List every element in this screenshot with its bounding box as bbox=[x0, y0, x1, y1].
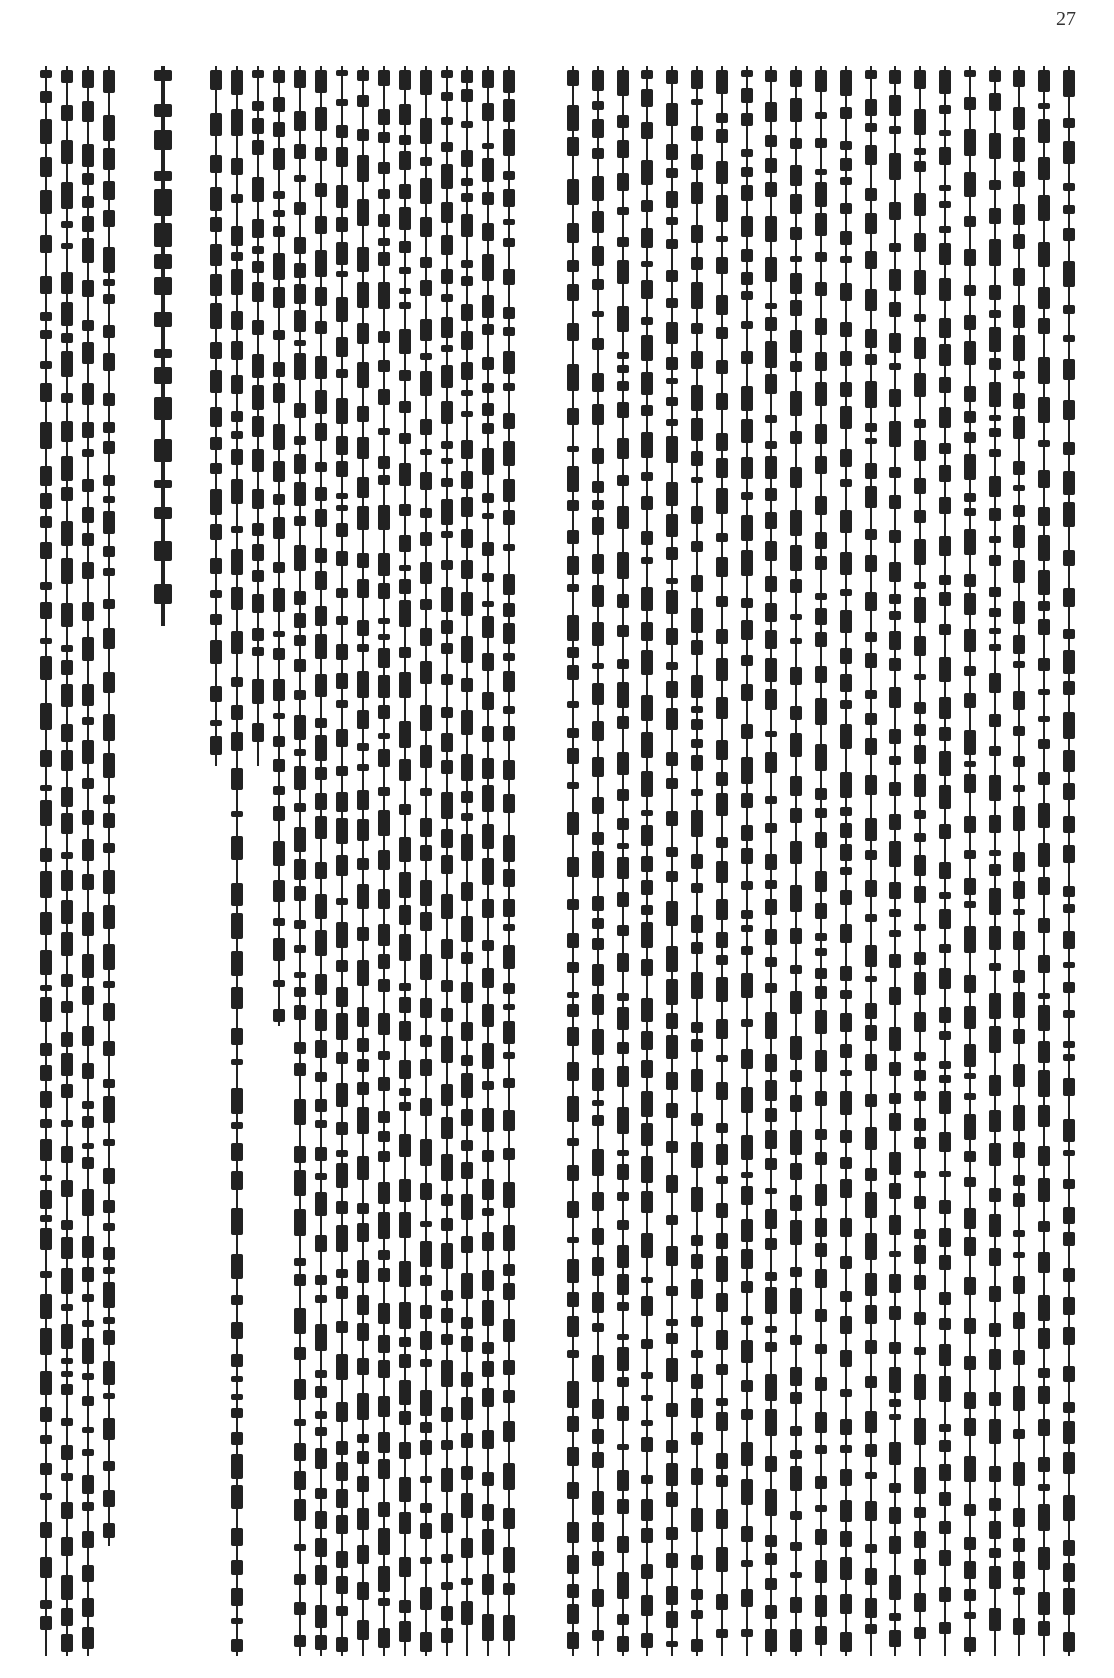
left-text-block bbox=[36, 66, 520, 1666]
text-line bbox=[36, 66, 57, 1666]
text-line bbox=[499, 66, 520, 1666]
text-line bbox=[373, 66, 394, 1666]
text-line bbox=[959, 66, 981, 1666]
text-line bbox=[636, 66, 658, 1666]
text-line bbox=[1033, 66, 1055, 1666]
section-heading-line bbox=[148, 66, 177, 1666]
text-line bbox=[310, 66, 331, 1666]
text-line bbox=[247, 66, 268, 1666]
text-line bbox=[760, 66, 782, 1666]
text-line bbox=[884, 66, 906, 1666]
text-line bbox=[736, 66, 758, 1666]
page-number: 27 bbox=[1056, 8, 1076, 30]
text-line bbox=[686, 66, 708, 1666]
text-line bbox=[331, 66, 352, 1666]
text-line bbox=[612, 66, 634, 1666]
text-line bbox=[227, 66, 248, 1666]
text-line bbox=[711, 66, 733, 1666]
text-line bbox=[1008, 66, 1030, 1666]
text-line bbox=[436, 66, 457, 1666]
text-line bbox=[934, 66, 956, 1666]
text-line bbox=[785, 66, 807, 1666]
text-line bbox=[206, 66, 227, 1666]
column-gap bbox=[177, 66, 206, 1666]
text-line bbox=[1058, 66, 1080, 1666]
text-line bbox=[394, 66, 415, 1666]
text-line bbox=[984, 66, 1006, 1666]
text-line bbox=[860, 66, 882, 1666]
text-line bbox=[661, 66, 683, 1666]
text-line bbox=[835, 66, 857, 1666]
text-line bbox=[909, 66, 931, 1666]
text-line bbox=[78, 66, 99, 1666]
text-line bbox=[587, 66, 609, 1666]
text-line bbox=[457, 66, 478, 1666]
text-line bbox=[562, 66, 584, 1666]
text-line bbox=[268, 66, 289, 1666]
text-line bbox=[415, 66, 436, 1666]
right-text-block bbox=[562, 66, 1080, 1666]
text-line bbox=[478, 66, 499, 1666]
text-line bbox=[352, 66, 373, 1666]
column-gap bbox=[120, 66, 149, 1666]
text-line bbox=[810, 66, 832, 1666]
text-line bbox=[99, 66, 120, 1666]
text-line bbox=[289, 66, 310, 1666]
text-line bbox=[57, 66, 78, 1666]
